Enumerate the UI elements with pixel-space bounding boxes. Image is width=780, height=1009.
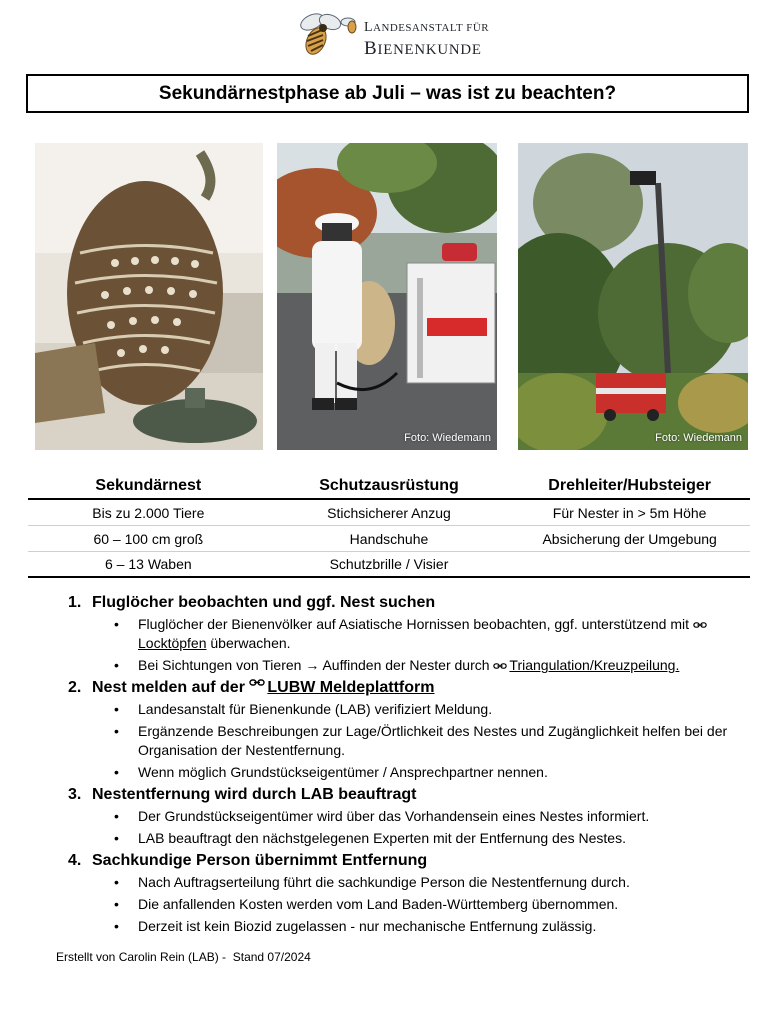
list-item: • Der Grundstückseigentümer wird über das Vorhandensein eines Nestes informiert. bbox=[114, 807, 758, 826]
secondary-nest-photo bbox=[35, 143, 263, 450]
link-icon bbox=[493, 662, 507, 670]
photo-credit: Foto: Wiedemann bbox=[404, 432, 491, 444]
table-cell: Absicherung der Umgebung bbox=[542, 530, 717, 547]
steps-list bbox=[68, 593, 758, 939]
table-row bbox=[28, 552, 750, 578]
protective-suit-photo bbox=[277, 143, 497, 450]
table-cell: 6 – 13 Waben bbox=[105, 556, 192, 572]
table-row bbox=[28, 526, 750, 552]
step-heading: 2. Nest melden auf der LUBW Meldeplattform bbox=[68, 679, 435, 696]
locktoepfe-link[interactable]: Locktöpfen bbox=[138, 635, 207, 651]
info-table bbox=[28, 474, 750, 578]
link-icon bbox=[249, 678, 265, 687]
table-cell: Für Nester in > 5m Höhe bbox=[552, 504, 707, 521]
column-header: Sekundärnest bbox=[95, 477, 202, 494]
table-row bbox=[28, 500, 750, 526]
link-icon bbox=[693, 621, 707, 629]
lab-logo bbox=[290, 8, 500, 58]
photo-credit: Foto: Wiedemann bbox=[655, 432, 742, 444]
table-cell: Handschuhe bbox=[349, 530, 429, 547]
title-box bbox=[26, 74, 749, 113]
column-header: Schutzausrüstung bbox=[319, 477, 459, 494]
triangulation-link[interactable]: Triangulation/Kreuzpeilung. bbox=[509, 657, 680, 673]
step-heading: 1. Fluglöcher beobachten und ggf. Nest suchen bbox=[68, 594, 436, 611]
table-header bbox=[28, 474, 750, 500]
list-item: • Nach Auftragserteilung führt die sachkundige Person die Nestentfernung durch. bbox=[114, 873, 758, 892]
logo-text-line1: LANDESANSTALT FÜR bbox=[364, 20, 489, 35]
list-item: • Die anfallenden Kosten werden vom Land Baden-Württemberg übernommen. bbox=[114, 895, 758, 914]
lubw-meldeplattform-link[interactable]: LUBW Meldeplattform bbox=[267, 679, 435, 696]
table-cell: Schutzbrille / Visier bbox=[329, 556, 449, 572]
table-cell: 60 – 100 cm groß bbox=[93, 530, 204, 547]
step-heading: 4. Sachkundige Person übernimmt Entfernung bbox=[68, 852, 428, 869]
list-item: • Fluglöcher der Bienenvölker auf Asiatische Hornissen beobachten, ggf. unterstützend mit Locktöpfen überwachen. bbox=[114, 615, 758, 653]
step-heading: 3. Nestentfernung wird durch LAB beauftragt bbox=[68, 786, 417, 803]
list-item: • Derzeit ist kein Biozid zugelassen - nur mechanische Entfernung zulässig. bbox=[114, 917, 758, 936]
logo-text-line2: BIENENKUNDE bbox=[364, 38, 482, 59]
table-cell: Bis zu 2.000 Tiere bbox=[92, 504, 205, 521]
aerial-ladder-photo bbox=[518, 143, 748, 450]
bee-logo-icon bbox=[290, 8, 362, 58]
page-title: Sekundärnestphase ab Juli – was ist zu beachten? bbox=[158, 82, 617, 104]
list-item: • Ergänzende Beschreibungen zur Lage/Örtlichkeit des Nestes und Zugänglichkeit helfen bei der Organisation der Nestentfernung. bbox=[114, 722, 758, 760]
footer-credit: Erstellt von Carolin Rein (LAB) - Stand 07/2024 bbox=[56, 950, 311, 964]
column-header: Drehleiter/Hubsteiger bbox=[548, 477, 711, 494]
step-1 bbox=[68, 593, 758, 675]
step-3 bbox=[68, 785, 758, 848]
step-2 bbox=[68, 678, 758, 782]
list-item: • Bei Sichtungen von Tieren → Auffinden der Nester durch Triangulation/Kreuzpeilung. bbox=[114, 656, 758, 675]
table-cell: Stichsicherer Anzug bbox=[327, 504, 451, 521]
list-item: • LAB beauftragt den nächstgelegenen Experten mit der Entfernung des Nestes. bbox=[114, 829, 758, 848]
list-item: • Landesanstalt für Bienenkunde (LAB) verifiziert Meldung. bbox=[114, 700, 758, 719]
list-item: • Wenn möglich Grundstückseigentümer / Ansprechpartner nennen. bbox=[114, 763, 758, 782]
step-4 bbox=[68, 851, 758, 936]
